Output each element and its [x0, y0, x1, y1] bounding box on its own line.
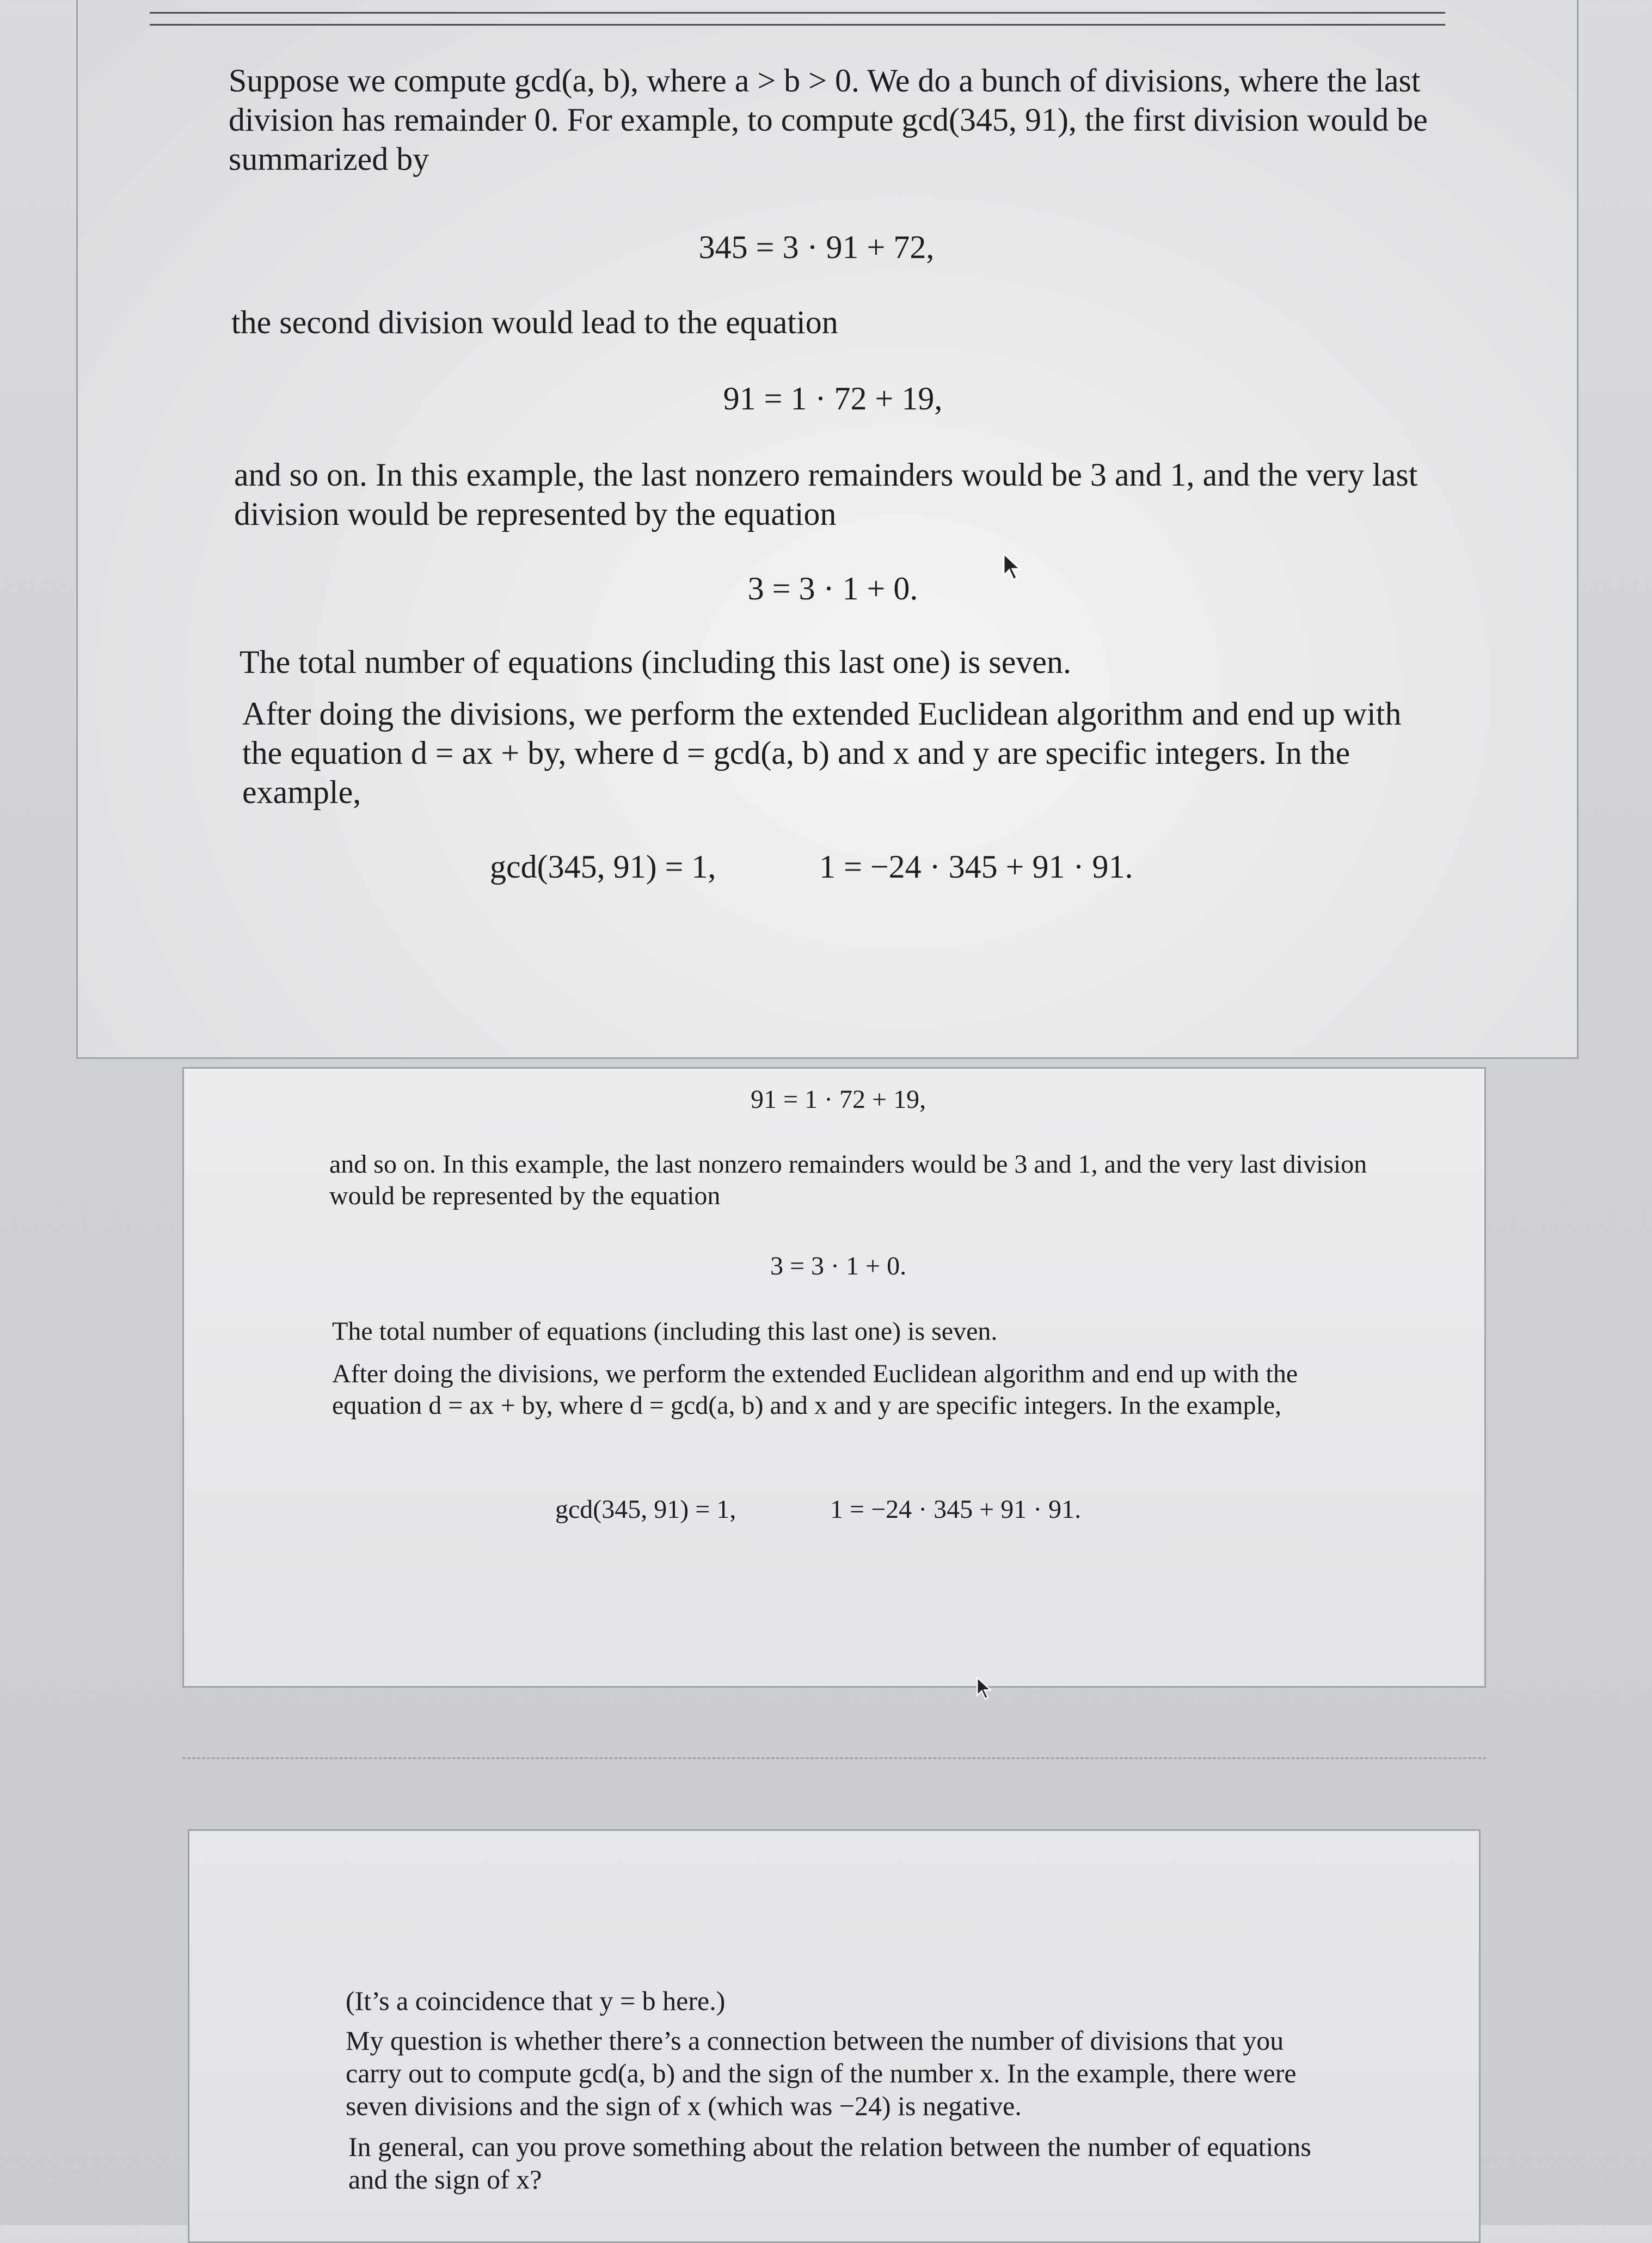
top-paragraph-second-division: the second division would lead to the equation	[231, 304, 838, 340]
page-separator	[182, 1757, 1486, 1759]
mid-paragraph-total-equations: The total number of equations (including this last one) is seven.	[332, 1317, 998, 1346]
top-paragraph-intro: Suppose we compute gcd(a, b), where a > b > 0. We do a bunch of divisions, where the last division has remainder 0. For example, to compute gcd(345, 91), the first division would be summarized by	[229, 63, 1428, 177]
mid-equation-last-division: 3 = 3 · 1 + 0.	[770, 1252, 907, 1280]
mid-equation-bezout: 1 = −24 · 345 + 91 · 91.	[830, 1495, 1082, 1524]
top-equation-second-division: 91 = 1 · 72 + 19,	[723, 381, 943, 416]
top-rule-2	[150, 24, 1445, 26]
mid-paragraph-extended-euclid: After doing the divisions, we perform the extended Euclidean algorithm and end up with the equation d = ax + by, where d = gcd(a, b) and x and y are specific integers. In the example,	[332, 1359, 1298, 1420]
top-rule-1	[150, 12, 1445, 14]
mid-equation-gcd: gcd(345, 91) = 1,	[555, 1495, 736, 1524]
top-paragraph-extended-euclid: After doing the divisions, we perform the extended Euclidean algorithm and end up with the equation d = ax + by, where d = gcd(a, b) and x and y are specific integers. In the example,	[242, 696, 1402, 810]
top-equation-first-division: 345 = 3 · 91 + 72,	[698, 229, 935, 265]
bottom-paragraph-coincidence: (It’s a coincidence that y = b here.)	[346, 1985, 726, 2016]
top-paragraph-last-remainders: and so on. In this example, the last nonzero remainders would be 3 and 1, and the very last division would be represented by the equation	[234, 457, 1418, 532]
top-equation-last-division: 3 = 3 · 1 + 0.	[747, 571, 918, 606]
bottom-paragraph-question: My question is whether there’s a connection between the number of divisions that you carry out to compute gcd(a, b) and the sign of the number x. In the example, there were seven divisions and the sign of x (which was −24) is negative.	[346, 2025, 1297, 2121]
top-paragraph-total-equations: The total number of equations (including this last one) is seven.	[239, 644, 1072, 680]
mid-paragraph-last-remainders: and so on. In this example, the last nonzero remainders would be 3 and 1, and the very last division would be represented by the equation	[329, 1150, 1367, 1210]
top-equation-gcd: gcd(345, 91) = 1,	[490, 849, 716, 885]
top-equation-bezout: 1 = −24 · 345 + 91 · 91.	[819, 849, 1133, 885]
bottom-paragraph-general: In general, can you prove something about the relation between the number of equations and the sign of x?	[348, 2131, 1311, 2195]
mid-equation-second-division: 91 = 1 · 72 + 19,	[750, 1085, 926, 1114]
